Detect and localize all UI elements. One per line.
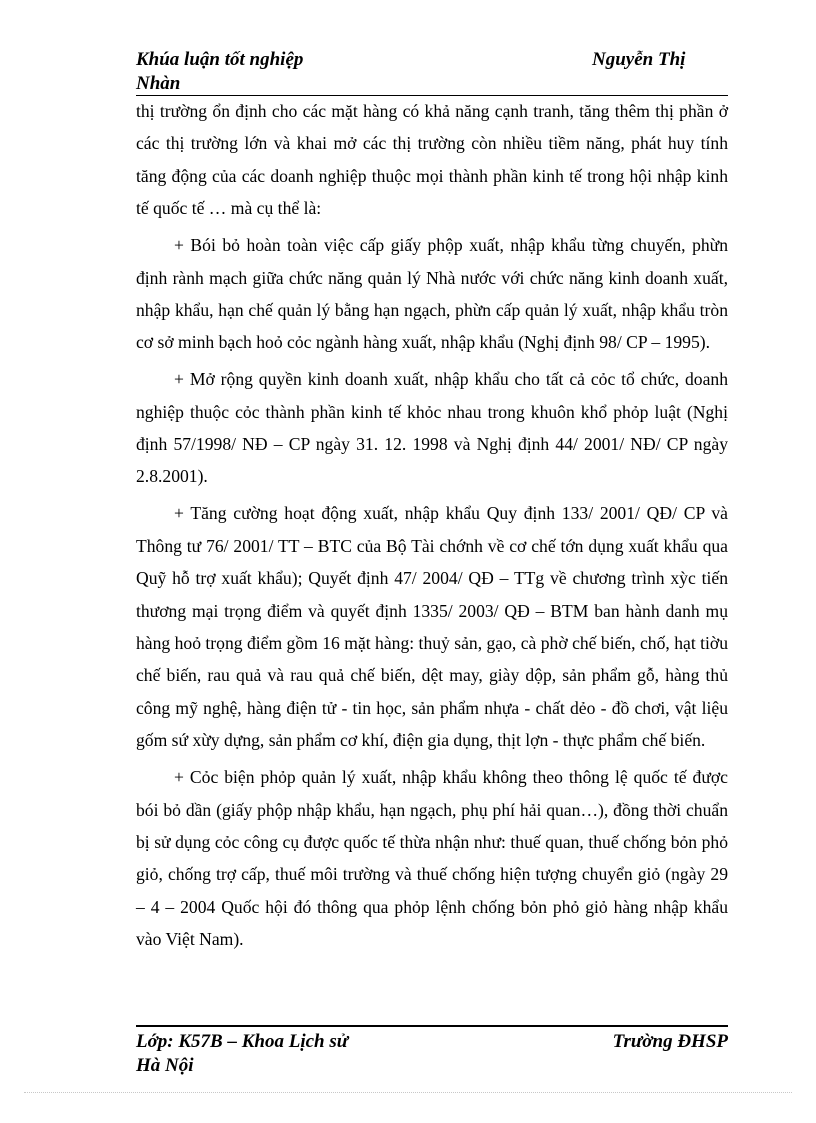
paragraph-licensing: + Bói bỏ hoàn toàn việc cấp giấy phộp xuất, nhập khẩu từng chuyến, phừn định rành mạch giữa chức năng quản lý Nhà nước với chức năng kinh doanh xuất, nhập khẩu, hạn chế quản lý bằng hạn ngạch, phừn cấp quản lý xuất, nhập khẩu tròn cơ sở minh bạch hoỏ cỏc ngành hàng xuất, nhập khẩu (Nghị định 98/ CP – 1995). <box>136 235 728 353</box>
document-body <box>136 95 728 956</box>
footer-university: Trường ĐHSP <box>612 1031 728 1052</box>
paragraph-export-promotion: + Tăng cường hoạt động xuất, nhập khẩu Quy định 133/ 2001/ QĐ/ CP và Thông tư 76/ 2001/ TT – BTC của Bộ Tài chớnh về cơ chế tớn dụng xuất khẩu qua Quỹ hỗ trợ xuất khẩu); Quyết định 47/ 2004/ QĐ – TTg về chương trình xỳc tiến thương mại trọng điểm và quyết định 1335/ 2003/ QĐ – BTM ban hành danh mụ hàng hoỏ trọng điểm gồm 16 mặt hàng: thuỷ sản, gạo, cà phờ chế biến, chố, hạt tiờu chế biến, rau quả và rau quả chế biến, dệt may, giày dộp, sản phẩm gỗ, hàng thủ công mỹ nghệ, hàng điện tử - tin học, sản phẩm nhựa - chất dẻo - đồ chơi, vật liệu gốm sứ xừy dựng, sản phẩm cơ khí, điện gia dụng, thịt lợn - thực phẩm chế biến. <box>136 503 728 751</box>
header-author-name: Nguyễn Thị <box>592 49 686 70</box>
footer-university-continued: Hà Nội <box>136 1055 194 1076</box>
header-thesis-title: Khúa luận tốt nghiệp <box>136 49 304 70</box>
header-author-name-continued: Nhàn <box>136 73 181 94</box>
paragraph-trading-rights: + Mở rộng quyền kinh doanh xuất, nhập khẩu cho tất cả cỏc tổ chức, doanh nghiệp thuộc cỏc thành phần kinh tế khỏc nhau trong khuôn khổ phỏp luật (Nghị định 57/1998/ NĐ – CP ngày 31. 12. 1998 và Nghị định 44/ 2001/ NĐ/ CP ngày 2.8.2001). <box>136 369 728 487</box>
paragraph-trade-measures: + Cỏc biện phỏp quản lý xuất, nhập khẩu không theo thông lệ quốc tế được bói bỏ dần (giấy phộp nhập khẩu, hạn ngạch, phụ phí hải quan…), đồng thời chuẩn bị sử dụng cỏc công cụ được quốc tế thừa nhận như: thuế quan, thuế chống bỏn phỏ giỏ, chống trợ cấp, thuế môi trường và thuế chống hiện tượng chuyển giỏ (ngày 29 – 4 – 2004 Quốc hội đó thông qua phỏp lệnh chống bỏn phỏ giỏ hàng nhập khẩu vào Việt Nam). <box>136 767 728 950</box>
footer-class-faculty: Lớp: K57B – Khoa Lịch sử <box>136 1031 349 1052</box>
page-boundary-line <box>24 1092 792 1093</box>
footer-divider <box>136 1025 728 1027</box>
paragraph-intro: thị trường ổn định cho các mặt hàng có khả năng cạnh tranh, tăng thêm thị phần ở các thị trường lớn và khai mở các thị trường còn nhiều tiềm năng, phát huy tính tăng động của các doanh nghiệp thuộc mọi thành phần kinh tế trong hội nhập kinh tế quốc tế … mà cụ thể là: <box>136 101 728 219</box>
